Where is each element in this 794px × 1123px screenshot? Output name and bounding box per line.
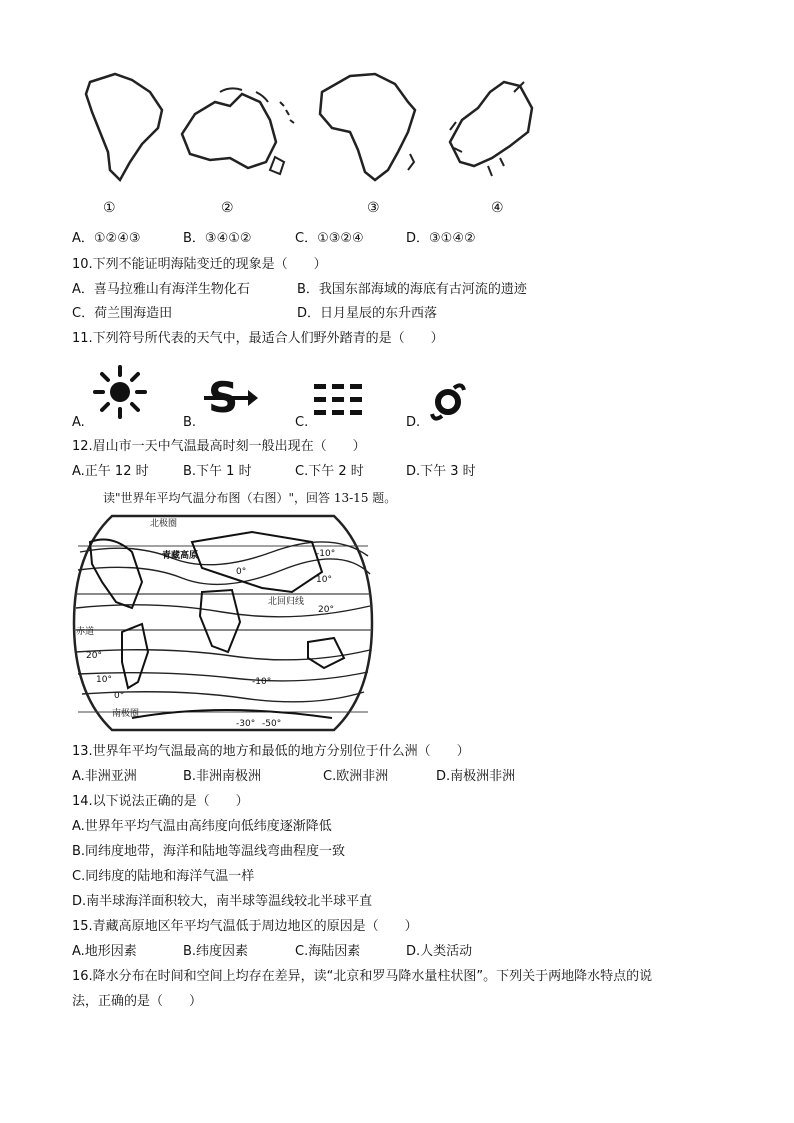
q11-option-a[interactable]: A. [72,415,85,430]
q9-option-c[interactable]: C．①③②④ [295,231,364,246]
q12-option-a[interactable]: A.正午 12 时 [72,464,149,479]
sandstorm-icon [200,372,260,420]
figure-label-3: ③ [367,200,380,216]
isotherm-label: -50° [262,719,282,729]
q15-option-b[interactable]: B.纬度因素 [183,944,249,959]
fog-icon [312,382,368,418]
q13-15-intro: 读"世界年平均气温分布图（右图）"，回答 13-15 题。 [103,491,397,505]
q13-option-a[interactable]: A.非洲亚洲 [72,769,137,784]
q14-option-c[interactable]: C.同纬度的陆地和海洋气温一样 [72,869,255,884]
africa-outline [320,74,415,180]
isotherm-label: 20° [86,651,102,661]
australia-outline [182,94,276,168]
q10-option-d[interactable]: D．日月星辰的东升西落 [297,306,438,321]
isotherm-label: 20° [318,605,334,615]
figure-label-2: ② [221,200,234,216]
q12-option-c[interactable]: C.下午 2 时 [295,464,364,479]
q13-option-d[interactable]: D.南极洲非洲 [436,769,516,784]
q9-option-d[interactable]: D．③①④② [406,231,476,246]
q11-option-c[interactable]: C. [295,415,309,430]
q12-option-d[interactable]: D.下午 3 时 [406,464,476,479]
isotherm-label: -10° [252,677,272,687]
q13-option-c[interactable]: C.欧洲非洲 [323,769,389,784]
q13-stem: 13.世界年平均气温最高的地方和最低的地方分别位于什么洲（ ） [72,744,470,759]
world-temperature-map [72,512,374,734]
q11-option-b[interactable]: B. [183,415,197,430]
isotherm-label: 0° [236,567,247,577]
typhoon-icon [428,380,468,424]
q9-option-a[interactable]: A．①②④③ [72,231,141,246]
south-america-outline [86,74,162,180]
continent-outlines [70,62,550,222]
q12-option-b[interactable]: B.下午 1 时 [183,464,252,479]
isotherm-label: -10° [316,549,336,559]
figure-label-1: ① [103,200,116,216]
map-label-equator: 赤道 [76,627,95,637]
q10-option-a[interactable]: A．喜马拉雅山有海洋生物化石 [72,282,250,297]
q13-option-b[interactable]: B.非洲南极洲 [183,769,262,784]
map-label-south-pole: 南极圈 [112,709,140,719]
europe-outline [450,82,532,166]
q11-option-d[interactable]: D. [406,415,421,430]
isotherm-label: -30° [236,719,256,729]
q14-option-d[interactable]: D.南半球海洋面积较大，南半球等温线较北半球平直 [72,894,373,909]
q14-option-b[interactable]: B.同纬度地带，海洋和陆地等温线弯曲程度一致 [72,844,346,859]
q15-option-a[interactable]: A.地形因素 [72,944,137,959]
q10-option-b[interactable]: B．我国东部海域的海底有古河流的遗迹 [297,282,527,297]
q9-option-b[interactable]: B．③④①② [183,231,252,246]
q10-option-c[interactable]: C．荷兰围海造田 [72,306,173,321]
q15-option-d[interactable]: D.人类活动 [406,944,473,959]
q10-stem: 10.下列不能证明海陆变迁的现象是（ ） [72,257,327,272]
q15-stem: 15.青藏高原地区年平均气温低于周边地区的原因是（ ） [72,919,418,934]
map-label-tropic: 北回归线 [268,597,305,607]
map-label-tibet: 青藏高原 [162,551,199,561]
map-label-north-pole: 北极圈 [150,519,178,529]
isotherm-label: 0° [114,691,125,701]
q11-stem: 11.下列符号所代表的天气中，最适合人们野外踏青的是（ ） [72,331,444,346]
continent-figure [70,62,550,222]
q12-stem: 12.眉山市一天中气温最高时刻一般出现在（ ） [72,439,366,454]
isotherm-label: 10° [96,675,112,685]
figure-label-4: ④ [491,200,504,216]
q14-stem: 14.以下说法正确的是（ ） [72,794,249,809]
svg-text:S: S [208,373,239,420]
sunny-icon [90,364,150,420]
isotherm-label: 10° [316,575,332,585]
q16-stem-line2: 法，正确的是（ ） [72,994,203,1009]
q15-option-c[interactable]: C.海陆因素 [295,944,361,959]
q16-stem-line1: 16.降水分布在时间和空间上均存在差异，读“北京和罗马降水量柱状图”。下列关于两地降水特点的说 [72,969,653,984]
q14-option-a[interactable]: A.世界年平均气温由高纬度向低纬度逐渐降低 [72,819,332,834]
